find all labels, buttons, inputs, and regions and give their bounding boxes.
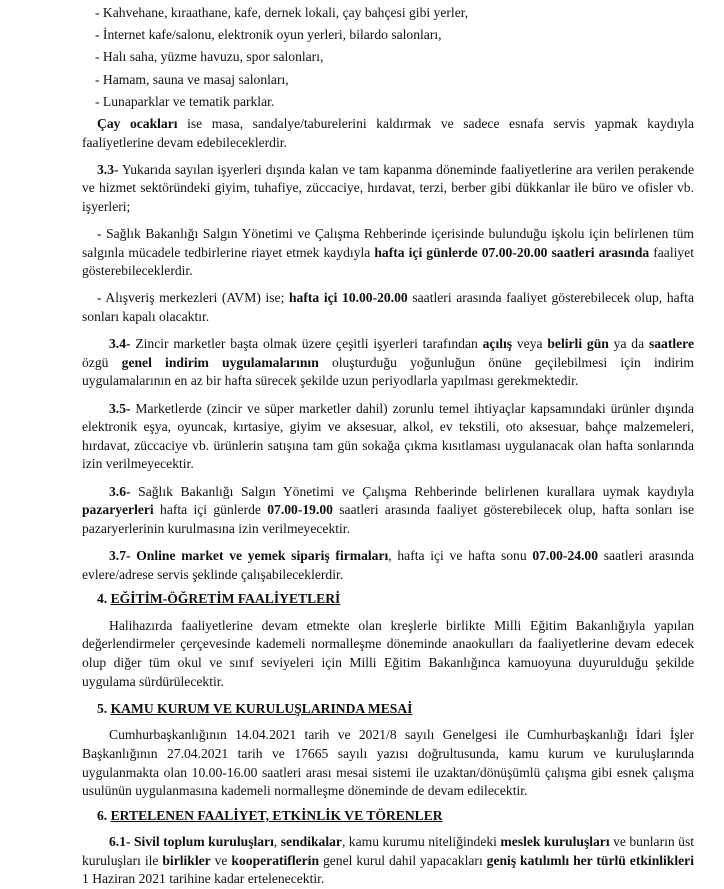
bold-term: saatlere bbox=[648, 336, 694, 352]
bold-term: meslek kuruluşları bbox=[500, 834, 610, 850]
paragraph-saglik bbox=[82, 225, 694, 281]
bold-term: genel indirim uygulamalarının bbox=[121, 354, 319, 370]
paragraph-3-7 bbox=[82, 547, 694, 584]
bold-term: 07.00-24.00 bbox=[532, 547, 599, 563]
paragraph-text: Zincir marketler başta olmak üzere çeşitli işyerleri tarafından bbox=[130, 336, 483, 352]
paragraph-text: Marketlerde (zincir ve süper marketler dahil) zorunlu temel ihtiyaçlar kapsamındaki ürünler dışında elektronik eşya, oyuncak, kırtasiye, giyim ve aksesuar, alkol, ev tekstili, oto aksesuar, bahçe malzemeleri, hırdavat, züccaciye vb. ürünlerin satışına tam gün sokağa çıkma kısıtlaması uygulanacak olan hafta sonlarında izin verilmeyecektir. bbox=[82, 400, 694, 472]
paragraph-4: Halihazırda faaliyetlerine devam etmekte olan kreşlerle birlikte Milli Eğitim Bakanlığıyla yapılan değerlendirmeler çerçevesinde kademeli normalleşme döneminde anaokulları da faaliyetlerine devam edecek olup diğer tüm okul ve sınıf seviyeleri için Milli Eğitim Bakanlığınca kamuoyuna duyurulduğu şekilde uygulama sürdürülecektir. bbox=[82, 617, 694, 689]
list-item: - Halı saha, yüzme havuzu, spor salonları, bbox=[95, 49, 324, 65]
list-item: - Hamam, sauna ve masaj salonları, bbox=[95, 71, 289, 87]
bold-term: hafta içi günlerde 07.00-20.00 saatleri arasında bbox=[374, 244, 650, 260]
bold-term: geniş katılımlı her türlü etkinlikleri bbox=[486, 852, 694, 868]
section-number: 4. bbox=[97, 591, 111, 607]
paragraph-text: faaliyet gösterebileceklerdir. bbox=[82, 244, 695, 279]
section-title: KAMU KURUM VE KURULUŞLARINDA MESAİ bbox=[110, 700, 413, 716]
bold-term: sendikalar bbox=[280, 834, 342, 850]
bold-term: kooperatiflerin bbox=[231, 852, 320, 868]
paragraph-text: ise masa, sandalye/taburelerini kaldırmak ve sadece esnafa servis yapmak kaydıyla faaliyetlerine devam edebileceklerdir. bbox=[82, 115, 694, 150]
paragraph-text: - Alışveriş merkezleri (AVM) ise; bbox=[97, 290, 289, 306]
clause-number: 3.3- bbox=[97, 161, 119, 177]
paragraph-text: ve bbox=[210, 852, 232, 868]
bold-term: belirli gün bbox=[547, 336, 609, 352]
bold-term: Çay ocakları bbox=[97, 115, 178, 131]
paragraph-text: saatleri arasında faaliyet gösterebilecek olup, hafta sonları ise pazaryerlerinin kurulmasına izin verilmeyecektir. bbox=[82, 502, 694, 536]
paragraph-6-1 bbox=[82, 833, 694, 889]
paragraph-text: Sağlık Bakanlığı Salgın Yönetimi ve Çalışma Rehberinde belirlenen kurallara uymak kaydıyla bbox=[130, 483, 694, 499]
clause-number: 3.7- bbox=[109, 547, 131, 563]
paragraph-text: , hafta içi ve hafta sonu bbox=[388, 547, 533, 563]
paragraph-text: saatleri arasında faaliyet gösterebilecek olup, hafta sonları kapalı olacaktır. bbox=[82, 290, 694, 325]
paragraph-avm bbox=[82, 289, 694, 326]
bold-term: açılış bbox=[482, 336, 513, 352]
section-heading-5 bbox=[82, 700, 694, 719]
list-item: - İnternet kafe/salonu, elektronik oyun yerleri, bilardo salonları, bbox=[95, 27, 442, 43]
paragraph-text: 1 Haziran 2021 tarihine kadar ertelenecektir. bbox=[82, 871, 325, 887]
section-title: ERTELENEN FAALİYET, ETKİNLİK VE TÖRENLER bbox=[110, 807, 443, 823]
bold-term: pazaryerleri bbox=[82, 502, 154, 518]
clause-number: 3.5- bbox=[109, 400, 131, 416]
paragraph-text: özgü bbox=[82, 354, 122, 370]
section-heading-6 bbox=[82, 807, 694, 826]
paragraph-text: ya da bbox=[608, 336, 649, 352]
paragraph-5: Cumhurbaşkanlığının 14.04.2021 tarih ve 2021/8 sayılı Genelgesi ile Cumhurbaşkanlığı İdari İşler Başkanlığının 27.04.2021 tarih ve 17665 sayılı yazısı doğrultusunda, kamu kurum ve kuruluşlarında uygulanmakta olan 10.00-16.00 saatleri arası mesai sistemi ile uzaktan/dönüşümlü çalışma gibi esnek çalışma usulünün uygulanmasına kademeli normalleşme döneminde de devam edilecektir. bbox=[82, 727, 694, 799]
venue-list bbox=[82, 4, 694, 111]
paragraph-3-4 bbox=[82, 335, 694, 391]
paragraph-3-5 bbox=[82, 400, 694, 474]
list-item: - Kahvehane, kıraathane, kafe, dernek lokali, çay bahçesi gibi yerler, bbox=[95, 5, 469, 20]
paragraph-cay-ocaklari bbox=[82, 115, 694, 152]
section-number: 6. bbox=[97, 807, 111, 823]
section-heading-4 bbox=[82, 590, 694, 609]
section-title: EĞİTİM-ÖĞRETİM FAALİYETLERİ bbox=[110, 591, 341, 607]
paragraph-text: , kamu kurumu niteliğindeki bbox=[341, 834, 501, 850]
paragraph-text: ve bunların üst kuruluşları ile bbox=[82, 834, 695, 868]
paragraph-text: hafta içi günlerde bbox=[153, 502, 268, 518]
paragraph-text: genel kurul dahil yapacakları bbox=[319, 852, 487, 868]
bold-term: 6.1- Sivil toplum kuruluşları bbox=[109, 834, 274, 850]
paragraph-text: , bbox=[273, 834, 281, 850]
paragraph-text: - Sağlık Bakanlığı Salgın Yönetimi ve Çalışma Rehberinde içerisinde bulunduğu işkolu için belirlenen tüm salgınla mücadele tedbirlerine riayet etmek kaydıyla bbox=[82, 226, 694, 260]
bold-term: 07.00-19.00 bbox=[267, 502, 333, 518]
bold-term: hafta içi 10.00-20.00 bbox=[288, 290, 408, 306]
bold-term: Online market ve yemek sipariş firmaları bbox=[130, 547, 389, 563]
paragraph-text: oluşturduğu yoğunluğun önüne geçilebilmesi için indirim uygulamalarının en az bir hafta sürecek şekilde uzun periyodlarla yapılması gerekmektedir. bbox=[82, 354, 695, 389]
list-item: - Lunaparklar ve tematik parklar. bbox=[95, 93, 275, 109]
clause-number: 3.4- bbox=[109, 336, 131, 352]
paragraph-text: veya bbox=[512, 336, 548, 352]
bold-term: birlikler bbox=[162, 852, 211, 868]
section-number: 5. bbox=[97, 700, 111, 716]
paragraph-3-3 bbox=[82, 161, 694, 217]
paragraph-text: saatleri arasında evlere/adrese servis şeklinde çalışabileceklerdir. bbox=[82, 547, 694, 582]
paragraph-text: Yukarıda sayılan işyerleri dışında kalan ve tam kapanma döneminde faaliyetlerine ara verilen perakende ve hizmet sektöründeki giyim, tuhafiye, züccaciye, hırdavat, terzi, berber gibi dükkanlar ile büro ve ofisler vb. işyerleri; bbox=[82, 161, 694, 214]
clause-number: 3.6- bbox=[109, 483, 131, 499]
paragraph-3-6 bbox=[82, 483, 694, 539]
